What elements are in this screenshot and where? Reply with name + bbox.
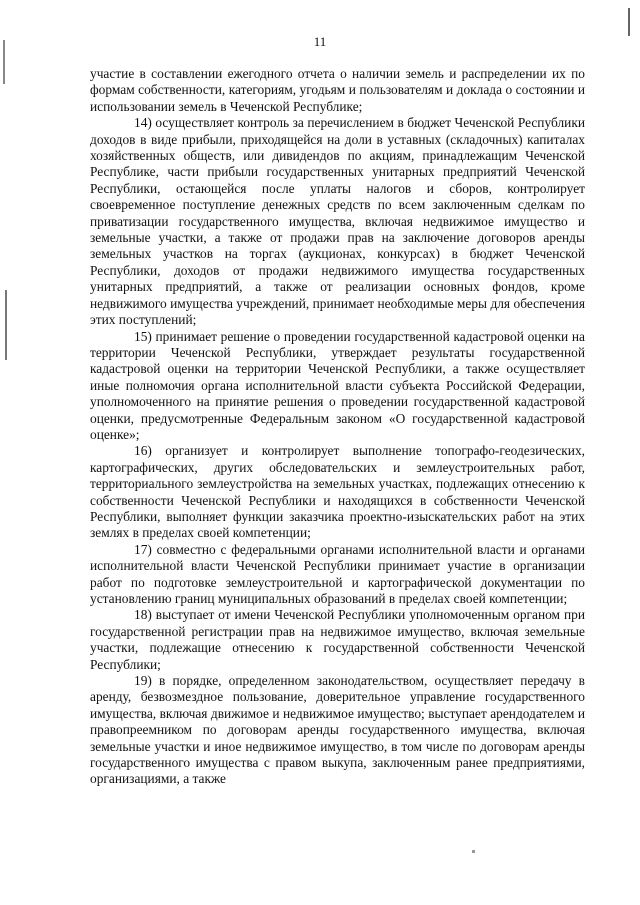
page-number: 11 (313, 34, 327, 49)
paragraph-item-15: 15) принимает решение о проведении государственной кадастровой оценки на территории Чеченской Республики, утверждает результаты государственной кадастровой оценки на территории Чеченской Республики, а также осуществляет иные полномочия органа исполнительной власти субъекта Российской Федерации, уполномоченного на принятие решения о проведении государственной кадастровой оценки, предусмотренные Федеральным законом «О государственной кадастровой оценке»; (90, 328, 585, 442)
paragraph-item-17: 17) совместно с федеральными органами исполнительной власти и органами исполнительной власти Чеченской Республики принимает участие в организации работ по подготовке землеустроительной и картографической документации по установлению границ муниципальных образований в пределах своей компетенции; (90, 541, 585, 606)
paragraph-item-14: 14) осуществляет контроль за перечислением в бюджет Чеченской Республики доходов в виде прибыли, приходящейся на доли в уставных (складочных) капиталах хозяйственных обществ, или дивидендов по акциям, принадлежащим Чеченской Республике, части прибыли государственных унитарных предприятий Чеченской Республики, остающейся после уплаты налогов и сборов, контролирует своевременное поступление денежных средств по всем заключенным сделкам по приватизации государственного имущества, включая недвижимое имущество и земельные участки, а также от продажи прав на заключение договоров аренды земельных участков на торгах (аукционах, конкурсах) в бюджет Чеченской Республики, доходов от продажи недвижимого имущества государственных унитарных предприятий, а также от реализации основных фондов, кроме недвижимого имущества учреждений, принимает необходимые меры для обеспечения этих поступлений; (90, 115, 585, 328)
scan-mark-top-right (628, 8, 630, 36)
scan-mark-bottom-right (472, 850, 475, 853)
paragraph-item-19: 19) в порядке, определенном законодательством, осуществляет передачу в аренду, безвозмездное пользование, доверительное управление государственного имущества, включая движимое и недвижимое имущество; выступает арендодателем и правопреемником по договорам аренды государственного имущества, включая земельные участки и иное недвижимое имущество, в том числе по договорам аренды государственного имущества с правом выкупа, заключенным ранее предприятиями, организациями, а также (90, 673, 585, 787)
paragraph-item-16: 16) организует и контролирует выполнение топографо-геодезических, картографических, других обследовательских и землеустроительных работ, территориального землеустройства на земельных участках, подлежащих отнесению к собственности Чеченской Республики и находящихся в собственности Чеченской Республики, выполняет функции заказчика проектно-изыскательских работ на этих землях в пределах своей компетенции; (90, 443, 585, 541)
paragraph-continuation: участие в составлении ежегодного отчета о наличии земель и распределении их по формам собственности, категориям, угодьям и пользователям и доклада о состоянии и использовании земель в Чеченской Республике; (90, 66, 585, 114)
scan-mark-left-middle (5, 290, 7, 360)
document-body (90, 66, 585, 788)
paragraph-item-18: 18) выступает от имени Чеченской Республики уполномоченным органом при государственной регистрации прав на недвижимое имущество, включая земельные участки, подлежащие отнесению к государственной собственности Чеченской Республики; (90, 607, 585, 672)
